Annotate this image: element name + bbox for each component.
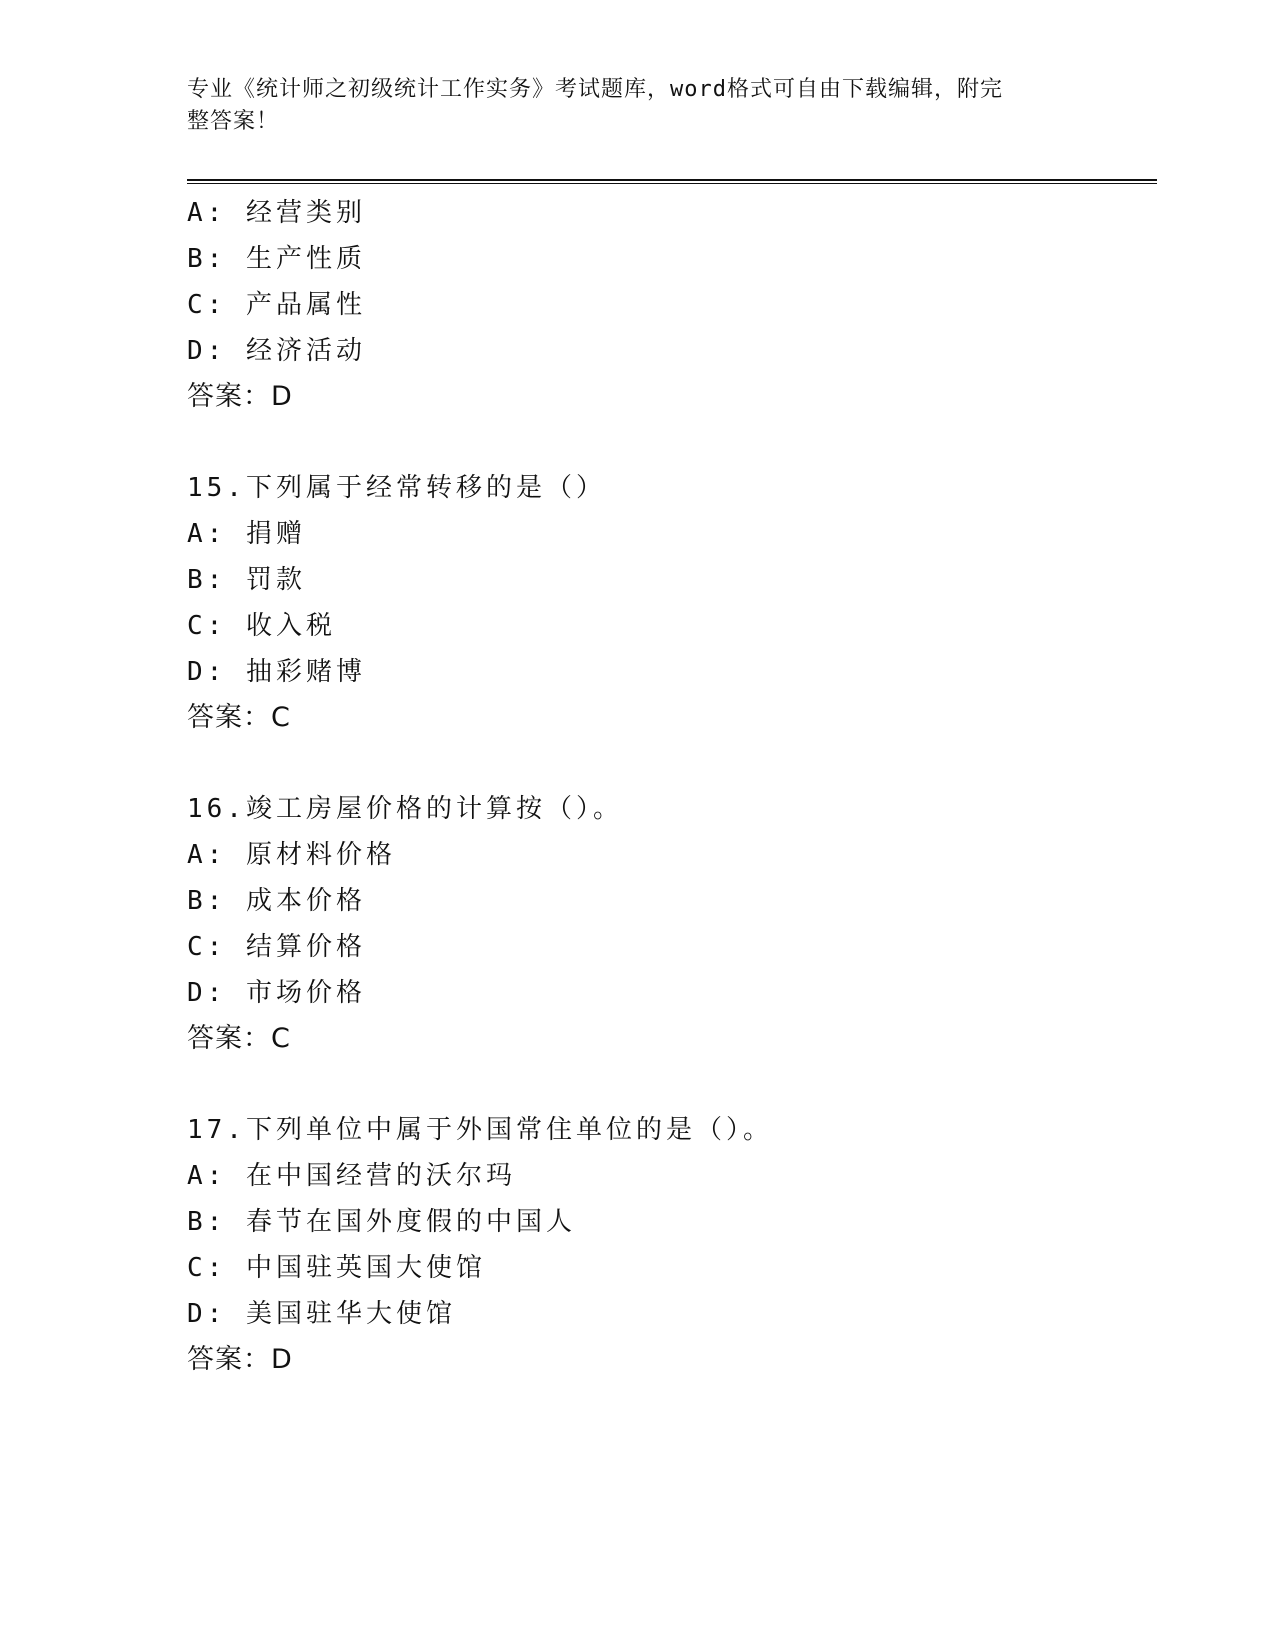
option-text: 生产性质 [245,244,366,274]
option-letter: B: [187,886,227,916]
option-text: 春节在国外度假的中国人 [245,1207,576,1237]
question-stem: 15.下列属于经常转移的是（） [187,473,606,503]
question-17 [187,1107,1157,1383]
option-letter: A: [187,840,227,870]
option-a [187,832,1157,878]
option-text: 收入税 [245,611,336,641]
option-text: 经营类别 [245,198,366,228]
option-letter: B: [187,565,227,595]
option-text: 美国驻华大使馆 [245,1299,456,1329]
option-letter: C: [187,611,227,641]
option-letter: D: [187,336,227,366]
option-c [187,924,1157,970]
option-text: 捐赠 [245,519,306,549]
option-text: 成本价格 [245,886,366,916]
header-divider [187,179,1157,184]
question-16 [187,786,1157,1062]
answer-line: 答案：C [187,1023,291,1054]
option-a [187,511,1157,557]
answer-line: 答案：D [187,381,293,412]
header-line-1: 专业《统计师之初级统计工作实务》考试题库，word格式可自由下载编辑，附完 [187,77,1003,102]
header-line-2: 整答案！ [187,109,280,134]
option-letter: C: [187,1253,227,1283]
option-letter: B: [187,1207,227,1237]
option-text: 经济活动 [245,336,366,366]
answer-line: 答案：C [187,702,291,733]
option-b [187,557,1157,603]
option-d [187,1291,1157,1337]
option-letter: C: [187,932,227,962]
option-text: 产品属性 [245,290,366,320]
option-letter: A: [187,519,227,549]
option-c [187,1245,1157,1291]
option-letter: D: [187,657,227,687]
option-text: 在中国经营的沃尔玛 [245,1161,516,1191]
option-b [187,1199,1157,1245]
question-stem: 17.下列单位中属于外国常住单位的是（）。 [187,1115,773,1145]
option-text: 中国驻英国大使馆 [245,1253,486,1283]
option-letter: A: [187,198,227,228]
option-letter: A: [187,1161,227,1191]
option-b [187,878,1157,924]
question-list [187,190,1157,1383]
option-text: 结算价格 [245,932,366,962]
question-14-continued [187,190,1157,420]
document-header [187,74,1057,138]
option-text: 罚款 [245,565,306,595]
question-15 [187,465,1157,741]
option-letter: C: [187,290,227,320]
option-b [187,236,1157,282]
option-text: 抽彩赌博 [245,657,366,687]
option-a [187,190,1157,236]
option-d [187,970,1157,1016]
answer-line: 答案：D [187,1344,293,1375]
option-text: 原材料价格 [245,840,396,870]
option-d [187,328,1157,374]
option-a [187,1153,1157,1199]
option-d [187,649,1157,695]
option-c [187,603,1157,649]
option-c [187,282,1157,328]
option-text: 市场价格 [245,978,366,1008]
question-stem: 16.竣工房屋价格的计算按（）。 [187,794,623,824]
option-letter: D: [187,1299,227,1329]
option-letter: D: [187,978,227,1008]
option-letter: B: [187,244,227,274]
